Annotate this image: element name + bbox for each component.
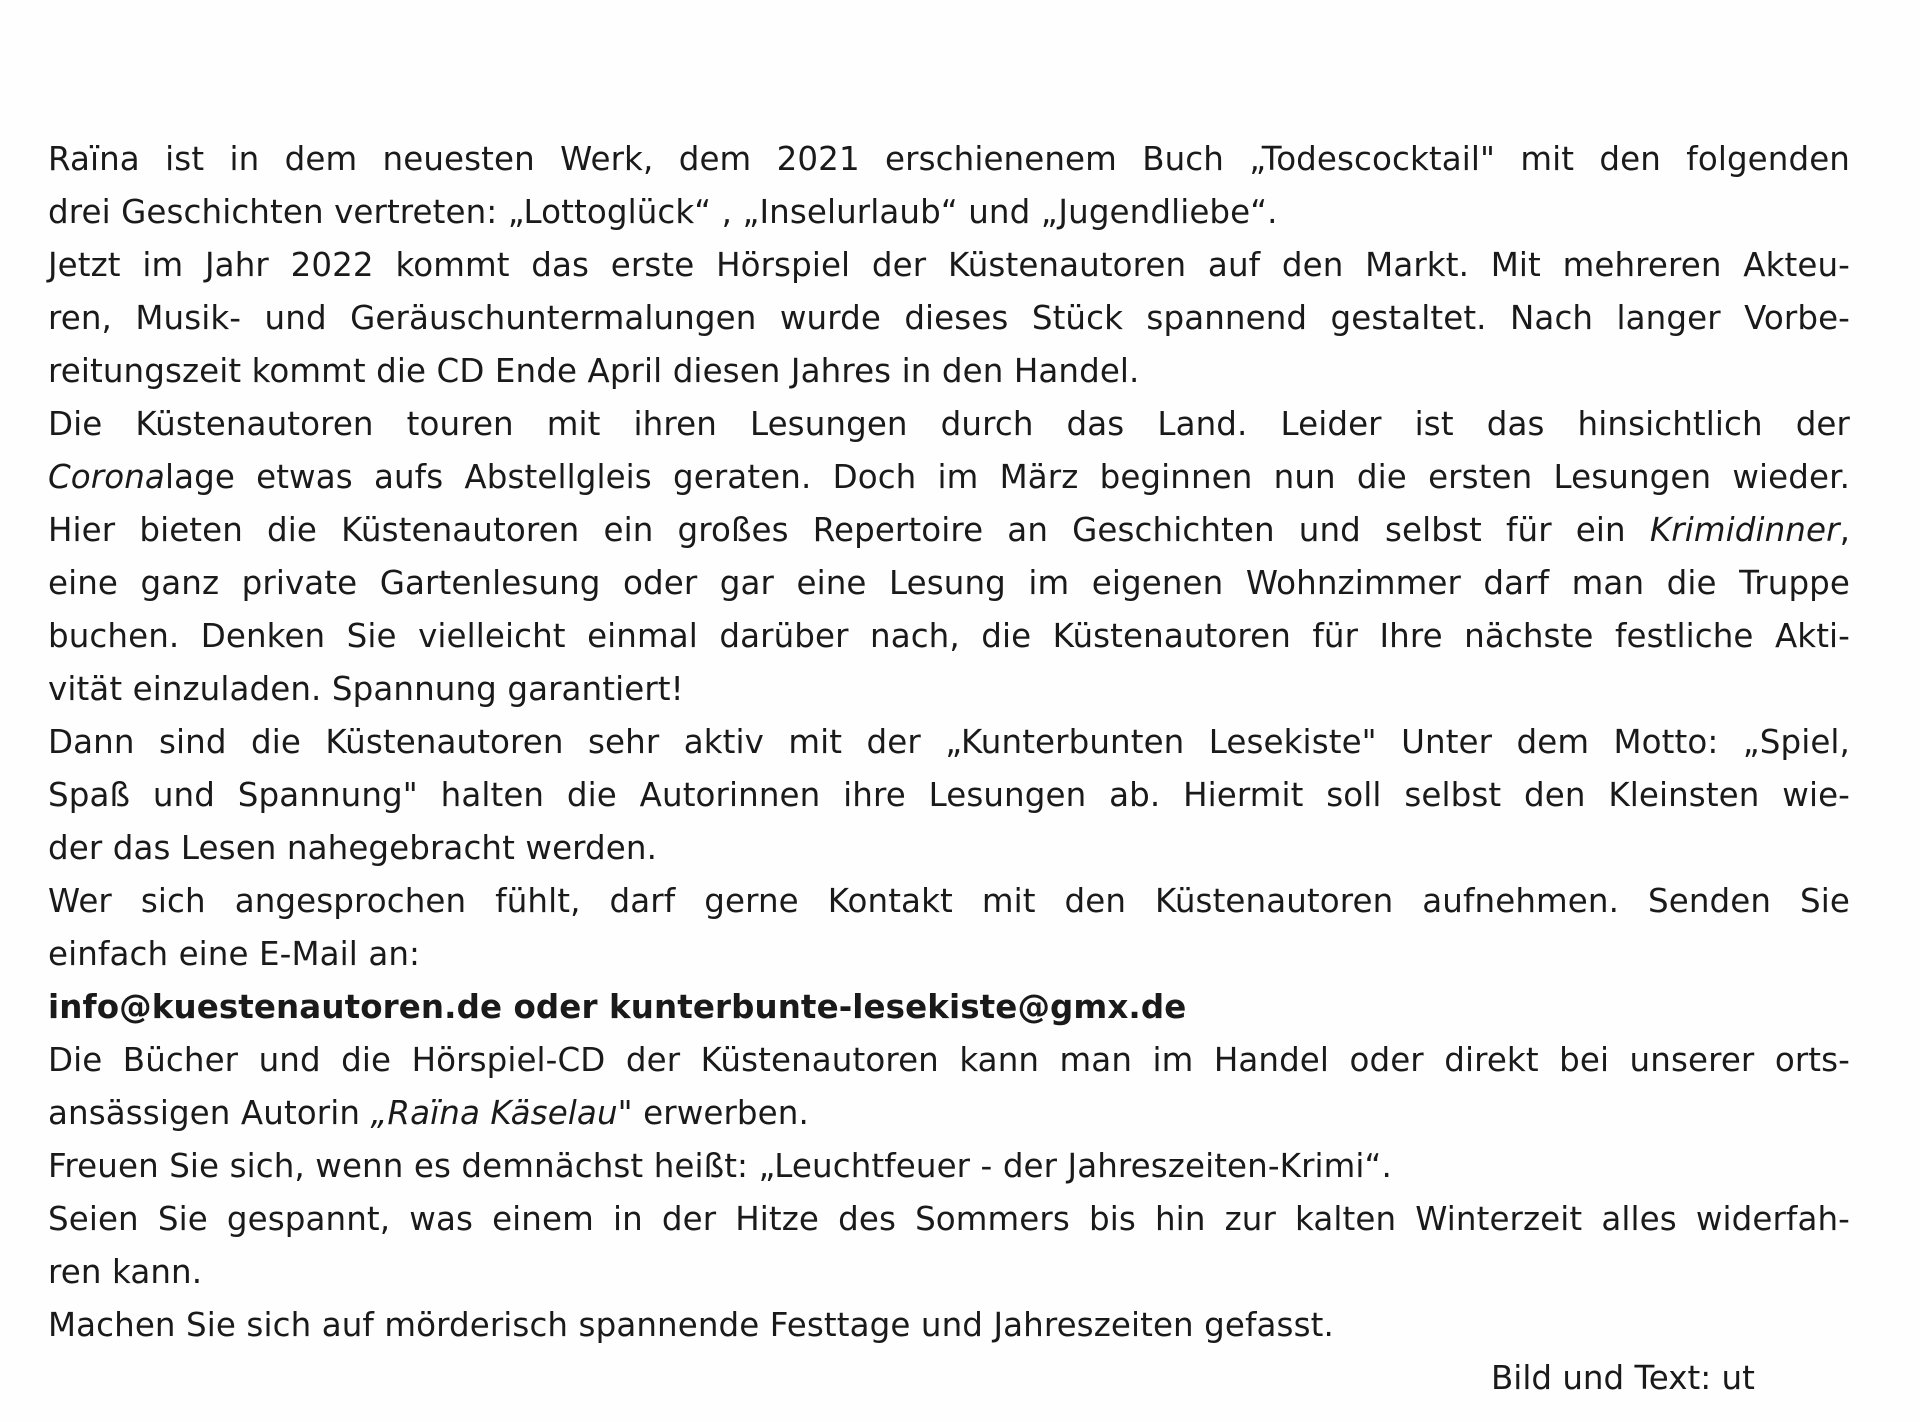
article-line: Jetzt im Jahr 2022 kommt das erste Hörspiel der Küstenautoren auf den Markt. Mit mehreren Akteu- <box>48 246 1850 284</box>
article-line: Die Küstenautoren touren mit ihren Lesungen durch das Land. Leider ist das hinsichtlich der <box>48 405 1850 443</box>
article-line: Hier bieten die Küstenautoren ein großes Repertoire an Geschichten und selbst für ein Krimidinner, <box>48 511 1850 549</box>
article-line: Spaß und Spannung" halten die Autorinnen ihre Lesungen ab. Hiermit soll selbst den Kleinsten wie- <box>48 776 1850 814</box>
photo-text-credit: Bild und Text: ut <box>1491 1359 1755 1397</box>
contact-emails: info@kuestenautoren.de oder kunterbunte-lesekiste@gmx.de <box>48 988 1187 1026</box>
article-line: reitungszeit kommt die CD Ende April diesen Jahres in den Handel. <box>48 352 1140 390</box>
article-line: einfach eine E-Mail an: <box>48 935 421 973</box>
article-line: der das Lesen nahegebracht werden. <box>48 829 658 867</box>
article-line: ansässigen Autorin „Raïna Käselau" erwerben. <box>48 1094 809 1132</box>
article-line: Freuen Sie sich, wenn es demnächst heißt: „Leuchtfeuer - der Jahreszeiten-Krimi“. <box>48 1147 1392 1185</box>
italic-term: Krimidinner <box>1649 511 1840 549</box>
article-line: Raïna ist in dem neuesten Werk, dem 2021 erschienenem Buch „Todescocktail" mit den folgenden <box>48 140 1850 178</box>
article-line: Seien Sie gespannt, was einem in der Hitze des Sommers bis hin zur kalten Winterzeit alles widerfah- <box>48 1200 1850 1238</box>
article-line: vität einzuladen. Spannung garantiert! <box>48 670 684 708</box>
article-line: drei Geschichten vertreten: „Lottoglück“ , „Inselurlaub“ und „Jugendliebe“. <box>48 193 1278 231</box>
article-body <box>48 133 1850 1352</box>
article-line: ren kann. <box>48 1253 203 1291</box>
article-line: Coronalage etwas aufs Abstellgleis geraten. Doch im März beginnen nun die ersten Lesungen wieder. <box>48 458 1850 496</box>
article-line: Dann sind die Küstenautoren sehr aktiv mit der „Kunterbunten Lesekiste" Unter dem Motto: „Spiel, <box>48 723 1850 761</box>
italic-author-name: „Raïna Käselau <box>370 1094 618 1132</box>
article-line: eine ganz private Gartenlesung oder gar eine Lesung im eigenen Wohnzimmer darf man die Truppe <box>48 564 1850 602</box>
article-line: Wer sich angesprochen fühlt, darf gerne Kontakt mit den Küstenautoren aufnehmen. Senden Sie <box>48 882 1850 920</box>
article-line: ren, Musik- und Geräuschuntermalungen wurde dieses Stück spannend gestaltet. Nach langer Vorbe- <box>48 299 1850 337</box>
email-primary-link[interactable]: info@kuestenautoren.de <box>48 988 503 1026</box>
article-line: Machen Sie sich auf mörderisch spannende Festtage und Jahreszeiten gefasst. <box>48 1306 1334 1344</box>
article-line: buchen. Denken Sie vielleicht einmal darüber nach, die Küstenautoren für Ihre nächste festliche Akti- <box>48 617 1850 655</box>
article-line: Die Bücher und die Hörspiel-CD der Küstenautoren kann man im Handel oder direkt bei unserer orts- <box>48 1041 1850 1079</box>
italic-term: Corona <box>48 458 165 496</box>
email-secondary-link[interactable]: kunterbunte-lesekiste@gmx.de <box>609 988 1187 1026</box>
